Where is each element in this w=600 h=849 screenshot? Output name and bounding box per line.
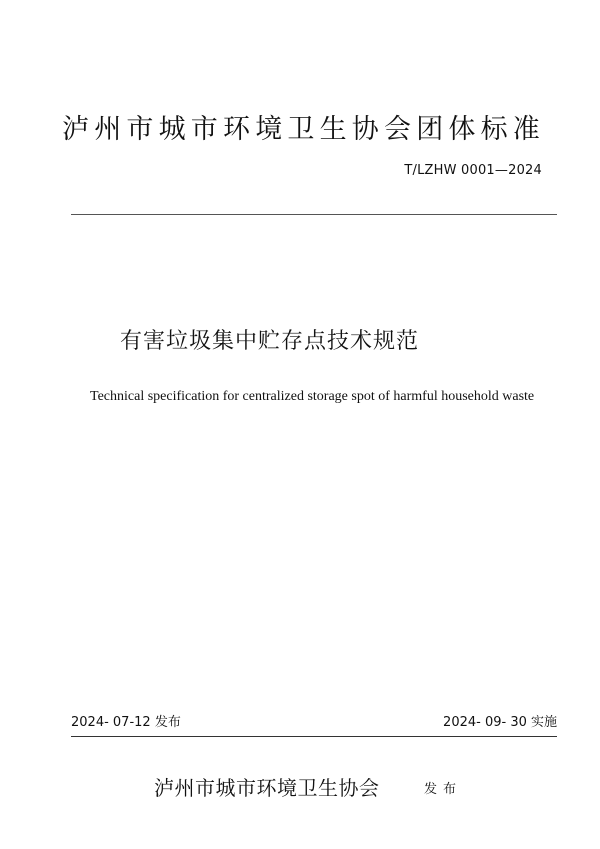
footer-divider bbox=[71, 736, 557, 737]
document-title-english: Technical specification for centralized storage spot of harmful household waste bbox=[90, 389, 535, 404]
header-divider bbox=[71, 214, 557, 215]
publish-date: 2024- 07-12 发布 bbox=[71, 715, 181, 730]
standard-number: T/LZHW 0001—2024 bbox=[404, 163, 542, 178]
standard-category-title: 泸州市城市环境卫生协会团体标准 bbox=[62, 114, 545, 145]
issuing-action: 发布 bbox=[424, 782, 463, 797]
issuing-organization: 泸州市城市环境卫生协会 bbox=[154, 776, 380, 800]
implementation-date: 2024- 09- 30 实施 bbox=[443, 715, 557, 730]
document-title-chinese: 有害垃圾集中贮存点技术规范 bbox=[120, 329, 420, 354]
